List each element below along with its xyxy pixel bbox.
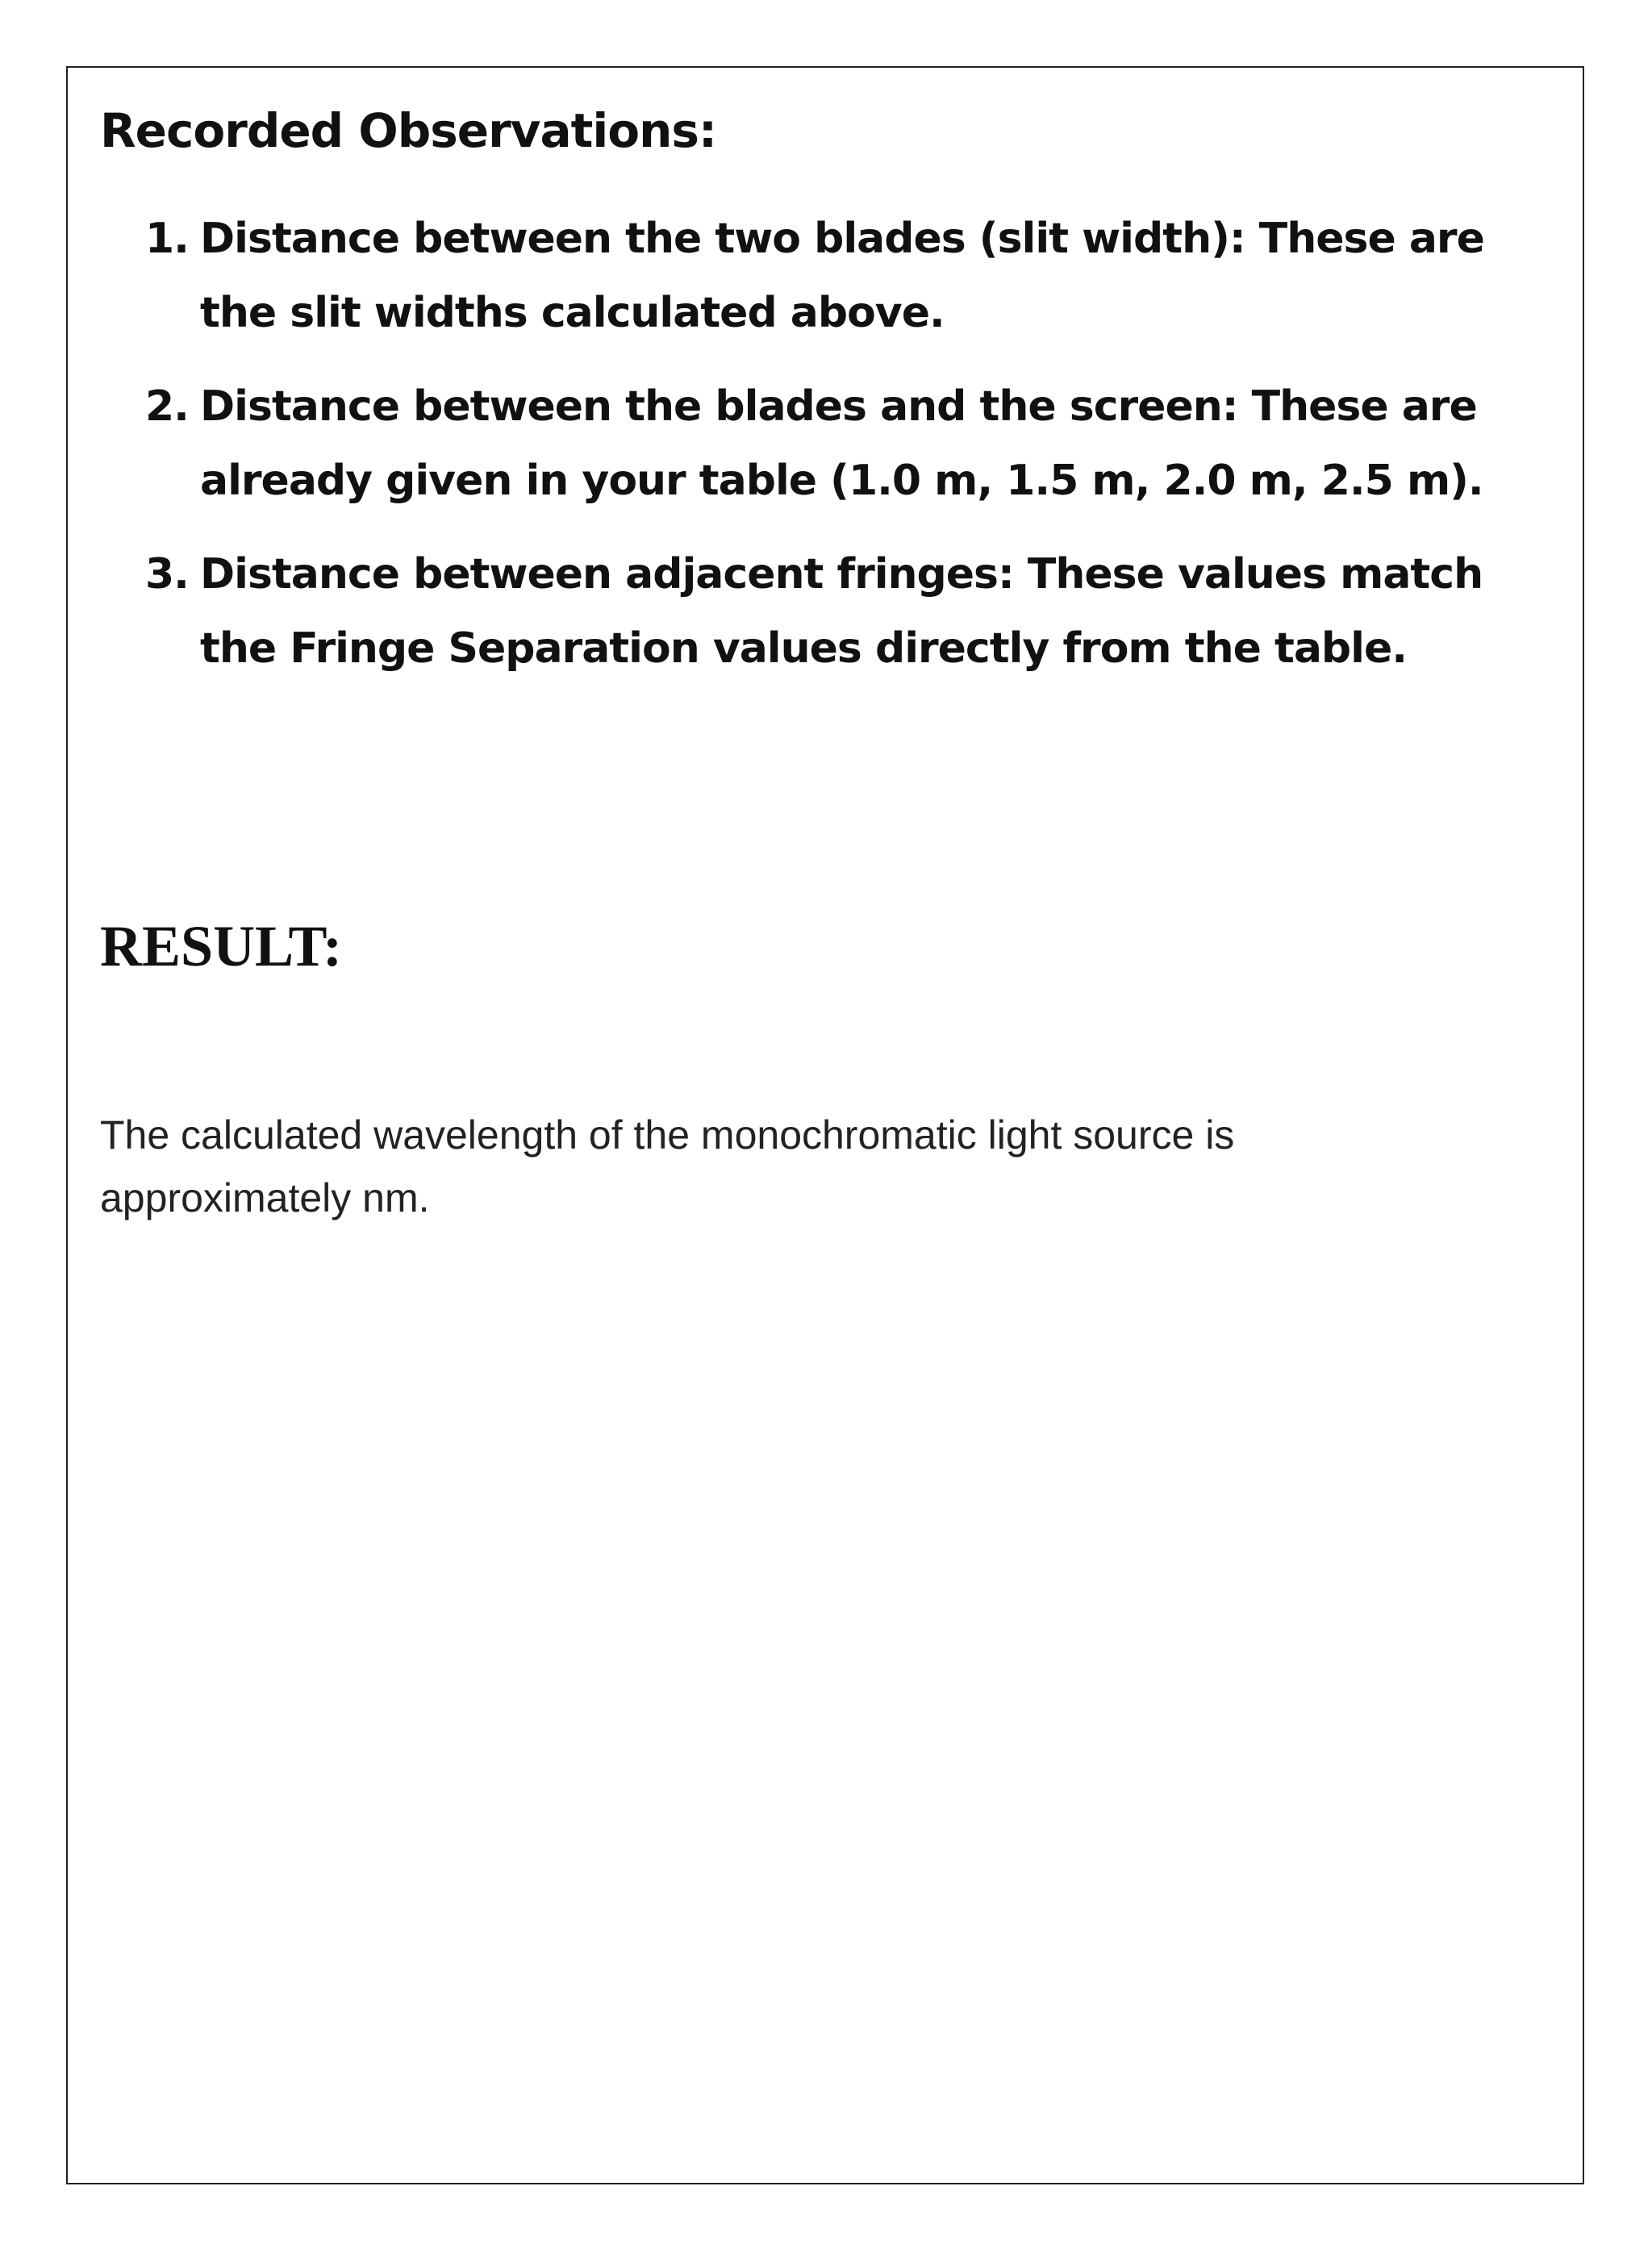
list-item-number: 3. bbox=[145, 550, 189, 599]
result-heading: RESULT: bbox=[100, 914, 343, 978]
list-item bbox=[145, 537, 1533, 686]
result-text: The calculated wavelength of the monochromatic light source is approximately nm. bbox=[100, 1112, 1235, 1220]
list-item-number: 2. bbox=[145, 382, 189, 431]
list-item-text: Distance between the two blades (slit width): These are the slit widths calculated above. bbox=[200, 215, 1484, 337]
list-item-number: 1. bbox=[145, 215, 189, 263]
observations-list bbox=[145, 202, 1533, 705]
list-item-text: Distance between the blades and the screen: These are already given in your table (1.0 m, 1.5 m, 2.0 m, 2.5 m). bbox=[200, 382, 1483, 505]
list-item-text: Distance between adjacent fringes: These values match the Fringe Separation values directly from the table. bbox=[200, 550, 1483, 673]
list-item bbox=[145, 369, 1533, 518]
observations-heading: Recorded Observations: bbox=[100, 103, 717, 158]
list-item bbox=[145, 202, 1533, 350]
